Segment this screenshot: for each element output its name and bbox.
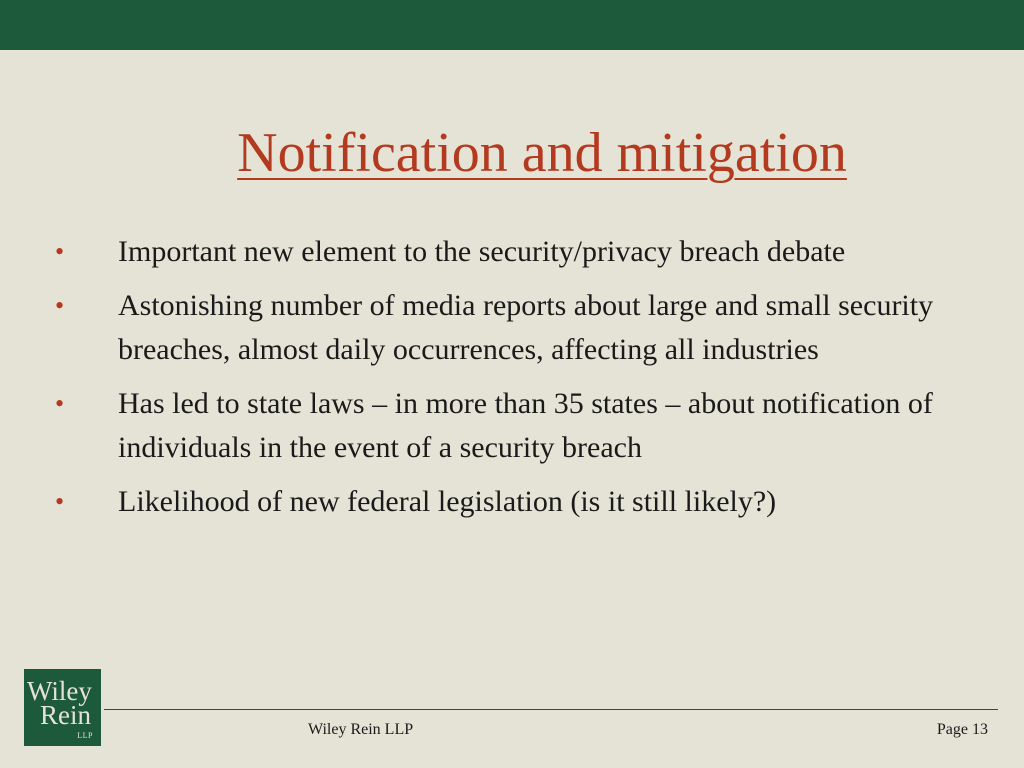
slide-title: Notification and mitigation: [237, 122, 847, 184]
bullet-text: Important new element to the security/privacy breach debate: [118, 235, 846, 268]
bullet-item: [52, 382, 952, 470]
bullet-icon: •: [55, 389, 65, 418]
bullet-item: [52, 230, 952, 274]
footer-firm-name: Wiley Rein LLP: [308, 721, 414, 738]
logo-text-rein: Rein: [40, 700, 91, 730]
bullet-item: [52, 480, 952, 524]
page-number: Page 13: [936, 721, 988, 738]
header-bar: [0, 0, 1024, 50]
footer-divider: [104, 709, 998, 710]
logo-text-llp: LLP: [77, 731, 93, 740]
bullet-icon: •: [55, 487, 65, 516]
bullet-list: [52, 230, 952, 534]
bullet-icon: •: [55, 291, 65, 320]
bullet-icon: •: [55, 237, 65, 266]
bullet-text: Likelihood of new federal legislation (is it still likely?): [118, 485, 777, 518]
bullet-item: [52, 284, 952, 372]
bullet-text: Has led to state laws – in more than 35 states – about notification of individuals in the event of a security breach: [118, 387, 933, 464]
logo-text-wiley: Wiley: [27, 676, 92, 706]
bullet-text: Astonishing number of media reports about large and small security breaches, almost daily occurrences, affecting all industries: [118, 289, 934, 366]
wiley-rein-logo: [24, 669, 101, 746]
